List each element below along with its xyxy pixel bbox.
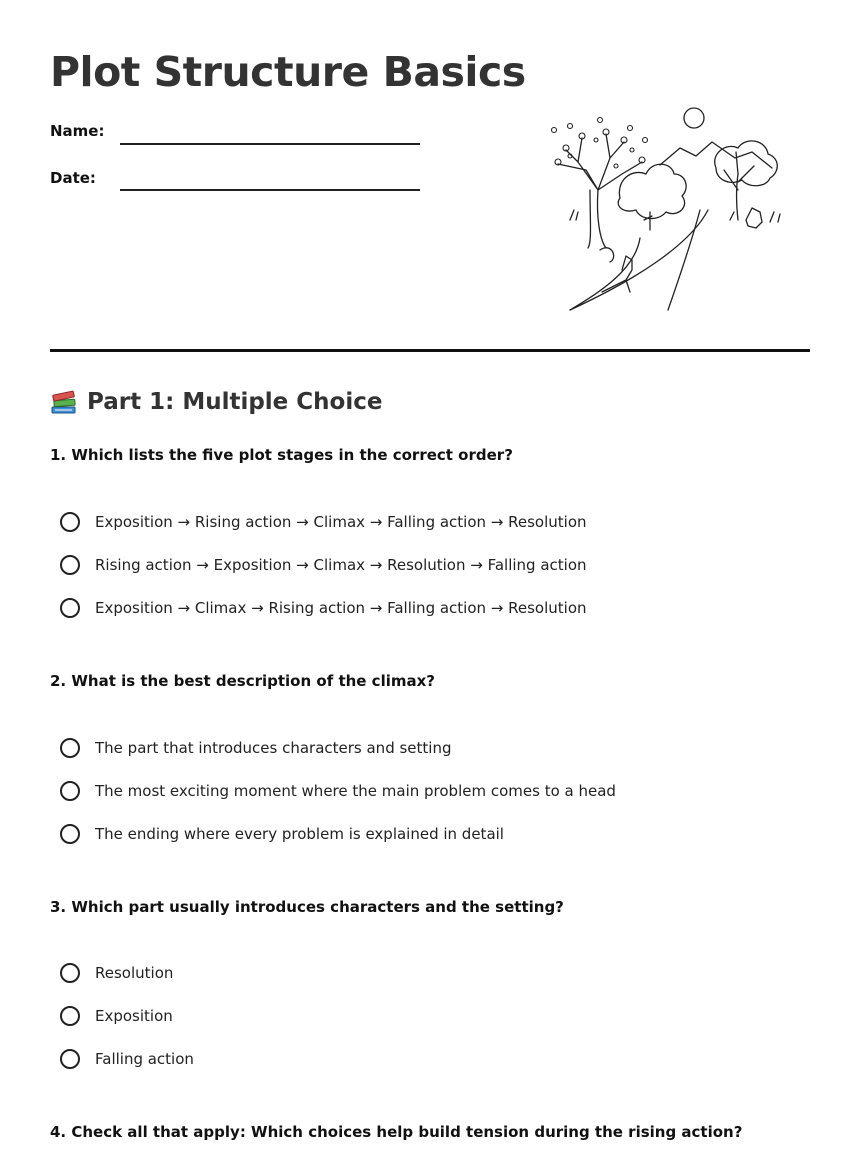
q1-option-2[interactable] [60,555,587,575]
option-label: Rising action → Exposition → Climax → Resolution → Falling action [95,556,587,574]
sun-icon [684,108,704,128]
section-divider [50,349,810,352]
q3-option-1[interactable] [60,963,173,983]
option-label: Exposition [95,1007,173,1025]
question-4: 4. Check all that apply: Which choices help build tension during the rising action? [50,1123,743,1141]
q2-option-3[interactable] [60,824,504,844]
name-field[interactable] [120,143,420,145]
radio-button[interactable] [60,598,80,618]
q3-option-3[interactable] [60,1049,194,1069]
radio-button[interactable] [60,781,80,801]
q2-option-2[interactable] [60,781,616,801]
question-2: 2. What is the best description of the climax? [50,672,435,690]
page-title: Plot Structure Basics [50,48,526,96]
bush [618,164,686,218]
landscape-illustration [540,70,800,320]
radio-button[interactable] [60,1006,80,1026]
option-label: The most exciting moment where the main problem comes to a head [95,782,616,800]
question-1: 1. Which lists the five plot stages in the correct order? [50,446,513,464]
section-title-text: Part 1: Multiple Choice [87,389,383,415]
radio-button[interactable] [60,555,80,575]
question-3: 3. Which part usually introduces characters and the setting? [50,898,564,916]
option-label: Exposition → Rising action → Climax → Falling action → Resolution [95,513,587,531]
radio-button[interactable] [60,963,80,983]
q1-option-1[interactable] [60,512,587,532]
small-animal [746,208,762,228]
date-label: Date: [50,169,96,187]
q3-option-2[interactable] [60,1006,173,1026]
q1-option-3[interactable] [60,598,587,618]
option-label: Falling action [95,1050,194,1068]
radio-button[interactable] [60,1049,80,1069]
option-label: Exposition → Climax → Rising action → Falling action → Resolution [95,599,587,617]
option-label: The ending where every problem is explained in detail [95,825,504,843]
radio-button[interactable] [60,824,80,844]
option-label: Resolution [95,964,174,982]
option-label: The part that introduces characters and setting [95,739,452,757]
radio-button[interactable] [60,738,80,758]
path-left-edge [668,210,700,310]
radio-button[interactable] [60,512,80,532]
section-heading [50,389,382,415]
q2-option-1[interactable] [60,738,451,758]
name-label: Name: [50,122,105,140]
books-icon [50,389,78,415]
date-field[interactable] [120,189,420,191]
